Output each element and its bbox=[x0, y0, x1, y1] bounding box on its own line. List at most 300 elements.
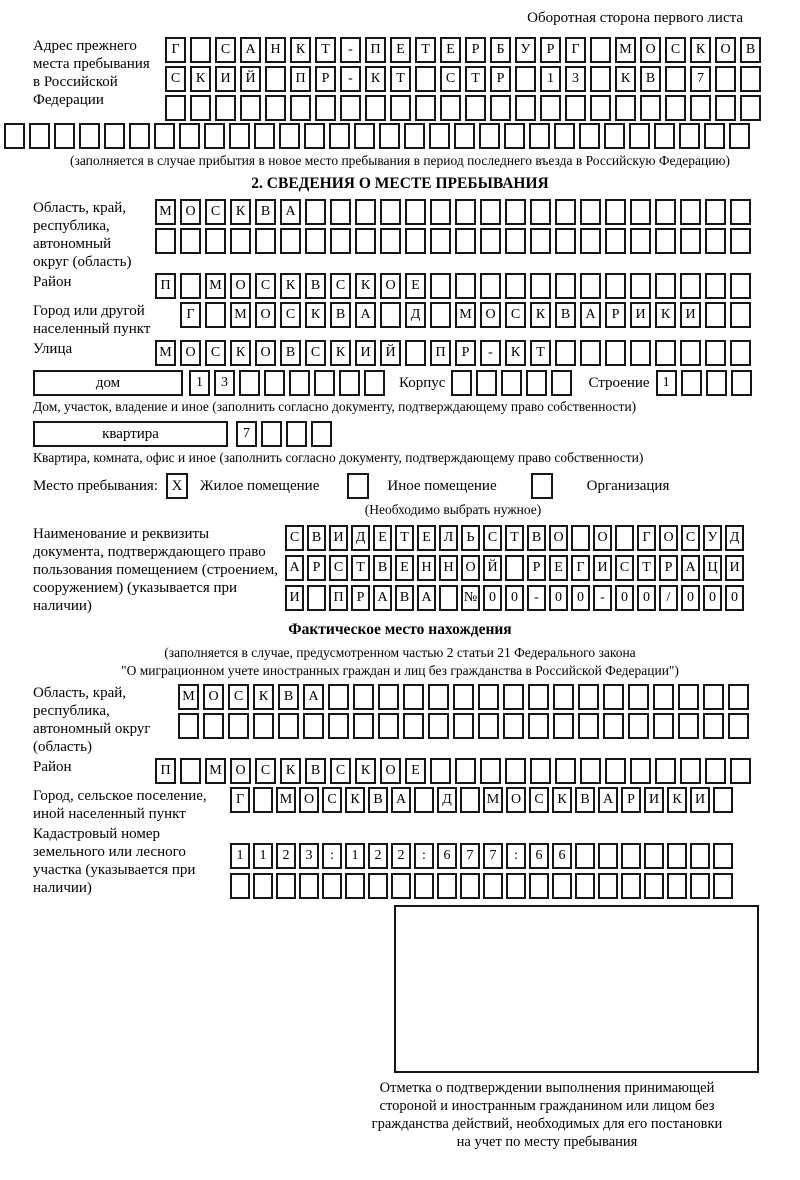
char-box: Г bbox=[637, 525, 656, 551]
char-box bbox=[455, 199, 476, 225]
char-box: Й bbox=[483, 555, 502, 581]
char-box: В bbox=[280, 340, 301, 366]
char-box: С bbox=[165, 66, 186, 92]
char-box bbox=[621, 843, 641, 869]
char-box bbox=[505, 228, 526, 254]
char-box: 1 bbox=[345, 843, 365, 869]
actual-region-field bbox=[33, 684, 767, 756]
char-box bbox=[515, 66, 536, 92]
char-box bbox=[665, 95, 686, 121]
char-box bbox=[480, 273, 501, 299]
char-box bbox=[339, 370, 360, 396]
char-box: Р bbox=[351, 585, 370, 611]
char-box bbox=[731, 370, 752, 396]
char-box bbox=[540, 95, 561, 121]
char-box: И bbox=[680, 302, 701, 328]
char-box: М bbox=[155, 340, 176, 366]
house-number-cells bbox=[189, 370, 389, 396]
city-row bbox=[180, 302, 755, 328]
document-row-3 bbox=[285, 585, 747, 611]
char-box: С bbox=[205, 340, 226, 366]
char-box: В bbox=[368, 787, 388, 813]
apartment-number-cells bbox=[236, 421, 336, 447]
char-box bbox=[553, 713, 574, 739]
char-box: Д bbox=[725, 525, 744, 551]
actual-city-label: Город, сельское поселение, иной населенный пункт bbox=[33, 788, 207, 822]
char-box bbox=[430, 758, 451, 784]
char-box: С bbox=[330, 273, 351, 299]
char-box bbox=[279, 123, 300, 149]
char-box: С bbox=[255, 758, 276, 784]
actual-location-note-2: "О миграционном учете иностранных граждан и лиц без гражданства в Российской Федерации") bbox=[121, 663, 679, 678]
char-box: А bbox=[303, 684, 324, 710]
char-box bbox=[728, 713, 749, 739]
char-box bbox=[437, 873, 457, 899]
char-box bbox=[465, 95, 486, 121]
char-box bbox=[403, 713, 424, 739]
char-box: А bbox=[240, 37, 261, 63]
char-box bbox=[530, 273, 551, 299]
char-box bbox=[430, 302, 451, 328]
char-box: О bbox=[180, 340, 201, 366]
char-box: Т bbox=[315, 37, 336, 63]
char-box bbox=[713, 787, 733, 813]
char-box bbox=[580, 273, 601, 299]
char-box bbox=[530, 228, 551, 254]
char-box bbox=[740, 66, 761, 92]
char-box bbox=[630, 228, 651, 254]
house-type-box: дом bbox=[33, 370, 183, 396]
char-box: А bbox=[391, 787, 411, 813]
char-box: 3 bbox=[299, 843, 319, 869]
char-box bbox=[730, 199, 751, 225]
prev-address-label: Адрес прежнего места пребывания в Российской Федерации bbox=[33, 38, 150, 108]
apartment-type-box: квартира bbox=[33, 421, 228, 447]
char-box: 6 bbox=[437, 843, 457, 869]
char-box bbox=[305, 199, 326, 225]
char-box bbox=[665, 66, 686, 92]
char-box: В bbox=[278, 684, 299, 710]
char-box bbox=[555, 228, 576, 254]
char-box bbox=[255, 228, 276, 254]
char-box bbox=[615, 525, 634, 551]
char-box: В bbox=[640, 66, 661, 92]
char-box: С bbox=[529, 787, 549, 813]
char-box bbox=[530, 758, 551, 784]
char-box bbox=[580, 758, 601, 784]
char-box bbox=[590, 95, 611, 121]
char-box bbox=[578, 713, 599, 739]
char-box bbox=[430, 273, 451, 299]
char-box: 6 bbox=[552, 843, 572, 869]
char-box: И bbox=[644, 787, 664, 813]
char-box: 0 bbox=[571, 585, 590, 611]
char-box bbox=[190, 37, 211, 63]
char-box: М bbox=[483, 787, 503, 813]
char-box: С bbox=[228, 684, 249, 710]
char-box: А bbox=[373, 585, 392, 611]
char-box bbox=[305, 228, 326, 254]
char-box bbox=[630, 273, 651, 299]
char-box bbox=[328, 684, 349, 710]
char-box bbox=[280, 228, 301, 254]
char-box: С bbox=[483, 525, 502, 551]
cadastral-row-1 bbox=[230, 843, 736, 869]
char-box: Е bbox=[395, 555, 414, 581]
char-box bbox=[713, 873, 733, 899]
char-box bbox=[353, 713, 374, 739]
stamp-caption-line-3: гражданства действий, необходимых для его постановки bbox=[371, 1116, 723, 1132]
char-box bbox=[483, 873, 503, 899]
char-box bbox=[454, 123, 475, 149]
actual-region-label: Область, край, республика, автономный округ (область) bbox=[33, 685, 151, 755]
char-box: : bbox=[322, 843, 342, 869]
char-box: С bbox=[215, 37, 236, 63]
char-box bbox=[460, 873, 480, 899]
char-box bbox=[307, 585, 326, 611]
stay-other-checkbox bbox=[347, 473, 369, 499]
char-box: У bbox=[515, 37, 536, 63]
char-box bbox=[590, 66, 611, 92]
char-box: Е bbox=[417, 525, 436, 551]
char-box: С bbox=[681, 525, 700, 551]
char-box bbox=[730, 273, 751, 299]
char-box bbox=[405, 228, 426, 254]
char-box bbox=[603, 713, 624, 739]
char-box bbox=[205, 228, 226, 254]
document-field bbox=[33, 525, 767, 615]
char-box: О bbox=[506, 787, 526, 813]
char-box bbox=[505, 758, 526, 784]
char-box: М bbox=[455, 302, 476, 328]
char-box bbox=[715, 66, 736, 92]
char-box bbox=[678, 713, 699, 739]
prev-address-row-2 bbox=[165, 66, 765, 92]
char-box: П bbox=[329, 585, 348, 611]
stay-other-label: Иное помещение bbox=[387, 477, 497, 494]
char-box bbox=[603, 684, 624, 710]
city-label: Город или другой населенный пункт bbox=[33, 303, 151, 337]
char-box bbox=[378, 684, 399, 710]
prev-address-rows bbox=[165, 37, 765, 121]
char-box: К bbox=[305, 302, 326, 328]
char-box bbox=[580, 199, 601, 225]
char-box bbox=[506, 873, 526, 899]
char-box: 2 bbox=[276, 843, 296, 869]
char-box: И bbox=[690, 787, 710, 813]
char-box bbox=[680, 228, 701, 254]
char-box: О bbox=[480, 302, 501, 328]
char-box: О bbox=[180, 199, 201, 225]
char-box bbox=[505, 555, 524, 581]
char-box: М bbox=[205, 758, 226, 784]
char-box bbox=[680, 758, 701, 784]
actual-city-row bbox=[230, 787, 736, 813]
char-box bbox=[605, 758, 626, 784]
char-box bbox=[605, 199, 626, 225]
char-box bbox=[705, 340, 726, 366]
char-box bbox=[703, 713, 724, 739]
char-box bbox=[289, 370, 310, 396]
char-box bbox=[328, 713, 349, 739]
char-box: Р bbox=[605, 302, 626, 328]
prev-address-field bbox=[33, 37, 767, 121]
char-box: А bbox=[681, 555, 700, 581]
char-box: К bbox=[290, 37, 311, 63]
char-box bbox=[580, 340, 601, 366]
char-box bbox=[430, 199, 451, 225]
char-box: С bbox=[280, 302, 301, 328]
char-box bbox=[590, 37, 611, 63]
char-box bbox=[368, 873, 388, 899]
char-box bbox=[703, 684, 724, 710]
char-box: М bbox=[155, 199, 176, 225]
char-box: С bbox=[205, 199, 226, 225]
char-box: Г bbox=[230, 787, 250, 813]
char-box bbox=[630, 758, 651, 784]
char-box: / bbox=[659, 585, 678, 611]
char-box bbox=[380, 199, 401, 225]
char-box bbox=[404, 123, 425, 149]
char-box: 7 bbox=[483, 843, 503, 869]
char-box: : bbox=[506, 843, 526, 869]
char-box: П bbox=[365, 37, 386, 63]
char-box bbox=[180, 228, 201, 254]
char-box bbox=[264, 370, 285, 396]
char-box: Р bbox=[307, 555, 326, 581]
char-box: К bbox=[345, 787, 365, 813]
char-box: А bbox=[580, 302, 601, 328]
char-box: 2 bbox=[391, 843, 411, 869]
char-box: Т bbox=[395, 525, 414, 551]
char-box: О bbox=[203, 684, 224, 710]
char-box: Н bbox=[439, 555, 458, 581]
char-box bbox=[54, 123, 75, 149]
char-box: А bbox=[355, 302, 376, 328]
char-box: Т bbox=[465, 66, 486, 92]
char-box bbox=[680, 273, 701, 299]
char-box bbox=[575, 873, 595, 899]
char-box: Т bbox=[415, 37, 436, 63]
char-box: С bbox=[440, 66, 461, 92]
actual-district-field bbox=[33, 758, 767, 784]
stamp-area bbox=[394, 905, 759, 1073]
char-box bbox=[378, 713, 399, 739]
char-box bbox=[439, 585, 458, 611]
char-box: А bbox=[417, 585, 436, 611]
street-field bbox=[33, 340, 767, 366]
section2-title: 2. СВЕДЕНИЯ О МЕСТЕ ПРЕБЫВАНИЯ bbox=[251, 175, 549, 192]
char-box: С bbox=[322, 787, 342, 813]
stamp-caption bbox=[312, 1079, 782, 1151]
char-box bbox=[476, 370, 497, 396]
char-box: 7 bbox=[690, 66, 711, 92]
char-box: Т bbox=[505, 525, 524, 551]
char-box: С bbox=[329, 555, 348, 581]
char-box bbox=[705, 273, 726, 299]
char-box bbox=[598, 843, 618, 869]
char-box bbox=[228, 713, 249, 739]
char-box: Р bbox=[465, 37, 486, 63]
char-box: Й bbox=[380, 340, 401, 366]
char-box: Д bbox=[437, 787, 457, 813]
char-box: Г bbox=[165, 37, 186, 63]
char-box: А bbox=[285, 555, 304, 581]
char-box: О bbox=[255, 302, 276, 328]
char-box bbox=[428, 684, 449, 710]
char-box bbox=[628, 684, 649, 710]
char-box: К bbox=[355, 758, 376, 784]
char-box: - bbox=[340, 66, 361, 92]
stay-residential-checkbox: X bbox=[166, 473, 188, 499]
char-box bbox=[554, 123, 575, 149]
char-box: М bbox=[615, 37, 636, 63]
char-box: О bbox=[659, 525, 678, 551]
char-box: 7 bbox=[460, 843, 480, 869]
char-box bbox=[728, 684, 749, 710]
char-box bbox=[667, 843, 687, 869]
char-box bbox=[501, 370, 522, 396]
char-box: И bbox=[630, 302, 651, 328]
char-box: С bbox=[330, 758, 351, 784]
char-box: И bbox=[329, 525, 348, 551]
char-box: 0 bbox=[725, 585, 744, 611]
char-box: Е bbox=[390, 37, 411, 63]
char-box bbox=[528, 684, 549, 710]
prev-address-row-4 bbox=[4, 123, 767, 149]
char-box bbox=[504, 123, 525, 149]
char-box bbox=[380, 302, 401, 328]
char-box bbox=[345, 873, 365, 899]
char-box: М bbox=[276, 787, 296, 813]
char-box bbox=[129, 123, 150, 149]
char-box: Л bbox=[439, 525, 458, 551]
char-box: К bbox=[280, 758, 301, 784]
char-box: 0 bbox=[483, 585, 502, 611]
char-box bbox=[215, 95, 236, 121]
char-box bbox=[415, 95, 436, 121]
char-box bbox=[478, 684, 499, 710]
char-box: К bbox=[280, 273, 301, 299]
actual-city-field bbox=[33, 787, 767, 823]
char-box: М bbox=[205, 273, 226, 299]
stay-type-label: Место пребывания: bbox=[33, 477, 158, 494]
char-box: Е bbox=[405, 273, 426, 299]
char-box: Д bbox=[351, 525, 370, 551]
char-box bbox=[261, 421, 282, 447]
char-box: К bbox=[690, 37, 711, 63]
char-box bbox=[644, 873, 664, 899]
char-box bbox=[353, 684, 374, 710]
char-box: Р bbox=[455, 340, 476, 366]
char-box: Н bbox=[265, 37, 286, 63]
char-box: Г bbox=[565, 37, 586, 63]
char-box: О bbox=[715, 37, 736, 63]
document-row-1 bbox=[285, 525, 747, 551]
char-box bbox=[503, 713, 524, 739]
char-box: Д bbox=[405, 302, 426, 328]
char-box bbox=[180, 273, 201, 299]
char-box bbox=[740, 95, 761, 121]
char-box: И bbox=[215, 66, 236, 92]
char-box bbox=[265, 66, 286, 92]
char-box bbox=[529, 123, 550, 149]
char-box bbox=[705, 758, 726, 784]
char-box: П bbox=[155, 273, 176, 299]
char-box: К bbox=[330, 340, 351, 366]
char-box bbox=[655, 199, 676, 225]
char-box bbox=[530, 199, 551, 225]
stay-organization-label: Организация bbox=[586, 477, 670, 494]
char-box: С bbox=[615, 555, 634, 581]
korpus-label: Корпус bbox=[399, 375, 446, 391]
char-box bbox=[644, 843, 664, 869]
city-field bbox=[33, 302, 767, 338]
char-box bbox=[552, 873, 572, 899]
char-box bbox=[455, 273, 476, 299]
char-box bbox=[679, 123, 700, 149]
char-box bbox=[405, 340, 426, 366]
char-box bbox=[455, 228, 476, 254]
region-field bbox=[33, 199, 767, 271]
char-box: В bbox=[307, 525, 326, 551]
prev-address-row-3 bbox=[165, 95, 765, 121]
char-box: - bbox=[593, 585, 612, 611]
cadastral-row-2 bbox=[230, 873, 736, 899]
char-box: Р bbox=[527, 555, 546, 581]
char-box: В bbox=[255, 199, 276, 225]
char-box bbox=[390, 95, 411, 121]
char-box bbox=[730, 340, 751, 366]
char-box: К bbox=[505, 340, 526, 366]
char-box bbox=[667, 873, 687, 899]
char-box bbox=[480, 199, 501, 225]
char-box bbox=[528, 713, 549, 739]
char-box bbox=[355, 228, 376, 254]
char-box bbox=[705, 302, 726, 328]
district-field bbox=[33, 273, 767, 299]
char-box: Р bbox=[621, 787, 641, 813]
char-box: М bbox=[230, 302, 251, 328]
char-box: О bbox=[461, 555, 480, 581]
char-box bbox=[555, 758, 576, 784]
char-box bbox=[571, 525, 590, 551]
char-box bbox=[165, 95, 186, 121]
char-box bbox=[555, 199, 576, 225]
char-box bbox=[706, 370, 727, 396]
char-box bbox=[630, 199, 651, 225]
char-box: К bbox=[655, 302, 676, 328]
char-box bbox=[314, 370, 335, 396]
char-box: 0 bbox=[549, 585, 568, 611]
char-box: 7 bbox=[236, 421, 257, 447]
house-row bbox=[33, 370, 767, 396]
stamp-caption-line-2: стороной и иностранным гражданином или лицом без bbox=[379, 1098, 715, 1114]
char-box: 0 bbox=[615, 585, 634, 611]
char-box bbox=[680, 340, 701, 366]
district-label: Район bbox=[33, 274, 72, 290]
char-box bbox=[414, 873, 434, 899]
apartment-row bbox=[33, 421, 767, 447]
char-box bbox=[578, 684, 599, 710]
char-box bbox=[729, 123, 750, 149]
char-box bbox=[654, 123, 675, 149]
char-box bbox=[278, 713, 299, 739]
char-box: В bbox=[395, 585, 414, 611]
char-box: К bbox=[230, 340, 251, 366]
char-box: 0 bbox=[637, 585, 656, 611]
char-box bbox=[565, 95, 586, 121]
